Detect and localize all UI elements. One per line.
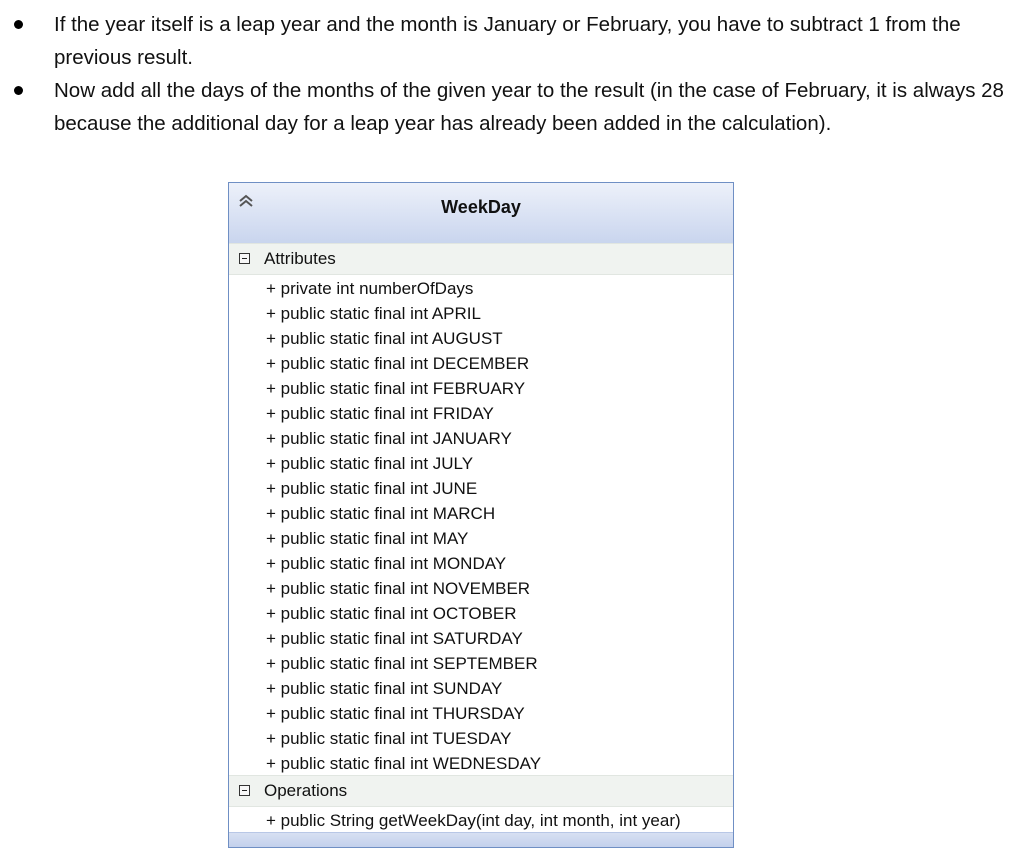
collapse-minus-icon[interactable] — [239, 253, 250, 264]
uml-class-footer — [229, 832, 733, 847]
attribute-item[interactable]: + private int numberOfDays — [266, 279, 474, 298]
attribute-item[interactable]: + public static final int DECEMBER — [266, 354, 530, 373]
attributes-section-header[interactable] — [229, 243, 733, 275]
operations-section-header[interactable] — [229, 775, 733, 807]
uml-class-box — [228, 182, 734, 848]
operations-title: Operations — [264, 781, 348, 800]
attribute-item[interactable]: + public static final int MAY — [266, 529, 469, 548]
attribute-item[interactable]: + public static final int JUNE — [266, 479, 478, 498]
bullet-list — [0, 8, 1024, 140]
attribute-item[interactable]: + public static final int WEDNESDAY — [266, 754, 542, 773]
attribute-item[interactable]: + public static final int SATURDAY — [266, 629, 523, 648]
class-name: WeekDay — [441, 197, 521, 217]
attribute-item[interactable]: + public static final int MARCH — [266, 504, 496, 523]
attribute-item[interactable]: + public static final int SUNDAY — [266, 679, 503, 698]
collapse-minus-icon[interactable] — [239, 785, 250, 796]
attribute-item[interactable]: + public static final int APRIL — [266, 304, 481, 323]
attribute-item[interactable]: + public static final int TUESDAY — [266, 729, 512, 748]
bullet-text: Now add all the days of the months of the given year to the result (in the case of February, it is always 28 because the additional day for a leap year has already been added in the calculation). — [54, 79, 1004, 135]
attribute-item[interactable]: + public static final int JULY — [266, 454, 474, 473]
operations-list — [266, 808, 729, 833]
operation-item[interactable]: + public String getWeekDay(int day, int month, int year) — [266, 811, 681, 830]
bullet-dot — [14, 86, 23, 95]
attribute-item[interactable]: + public static final int THURSDAY — [266, 704, 525, 723]
bullet-item — [0, 8, 1024, 74]
attribute-item[interactable]: + public static final int FRIDAY — [266, 404, 494, 423]
bullet-text: If the year itself is a leap year and the month is January or February, you have to subtract 1 from the previous result. — [54, 13, 961, 69]
attributes-list — [266, 276, 729, 776]
attributes-title: Attributes — [264, 249, 336, 268]
attribute-item[interactable]: + public static final int SEPTEMBER — [266, 654, 538, 673]
attribute-item[interactable]: + public static final int MONDAY — [266, 554, 507, 573]
attribute-item[interactable]: + public static final int OCTOBER — [266, 604, 517, 623]
attribute-item[interactable]: + public static final int AUGUST — [266, 329, 503, 348]
attribute-item[interactable]: + public static final int NOVEMBER — [266, 579, 531, 598]
attribute-item[interactable]: + public static final int FEBRUARY — [266, 379, 526, 398]
uml-class-header — [229, 183, 733, 244]
bullet-dot — [14, 20, 23, 29]
bullet-item — [0, 74, 1024, 140]
attribute-item[interactable]: + public static final int JANUARY — [266, 429, 512, 448]
